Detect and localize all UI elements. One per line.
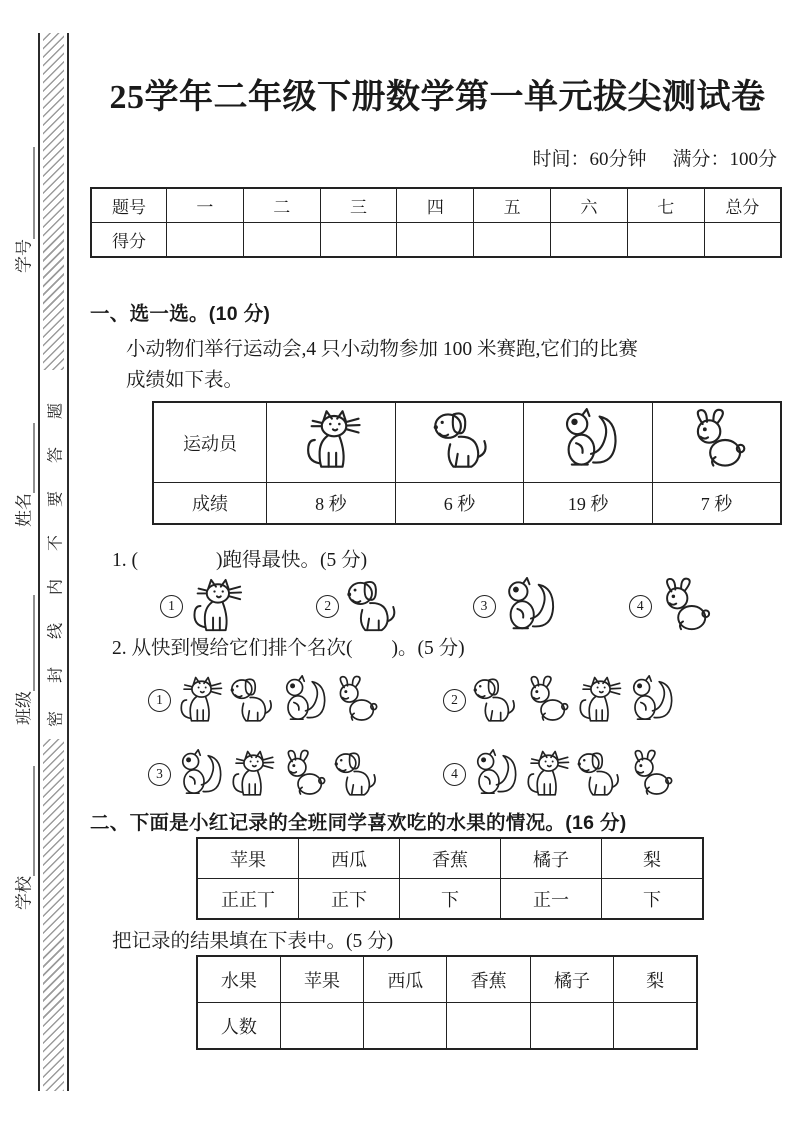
- rabbit-icon: [624, 749, 676, 799]
- athlete-row-label: 运动员: [153, 402, 267, 483]
- squirrel-icon: [498, 577, 558, 635]
- circled-number: 4: [443, 763, 466, 786]
- rabbit-icon: [277, 749, 329, 799]
- athlete-cell: [396, 408, 524, 472]
- athlete-cell: [267, 408, 395, 472]
- score-header-cell: 总分: [704, 188, 781, 223]
- circled-number: 3: [148, 763, 171, 786]
- score-header-cell: 一: [167, 188, 244, 223]
- fruit-tally-table: [196, 837, 704, 920]
- student-name-field: [10, 423, 35, 527]
- circled-number: 2: [443, 689, 466, 712]
- student-number-blank: [14, 147, 35, 239]
- score-header-cell: 四: [397, 188, 474, 223]
- points-row-label: 得分: [91, 223, 167, 258]
- race-time-cell: 19 秒: [524, 483, 653, 525]
- exam-full-score: 满分：100分: [672, 149, 777, 170]
- fruit-count-header-row: [197, 956, 697, 1003]
- race-results-table: [152, 401, 782, 525]
- exam-time: 时间：60分钟: [532, 149, 647, 170]
- class-blank: [14, 595, 35, 691]
- fruit-name-cell: 西瓜: [364, 956, 447, 1003]
- test-paper: [90, 76, 785, 1050]
- circled-number: 4: [629, 595, 652, 618]
- tally-cell: 正下: [299, 879, 400, 920]
- tally-cell: 下: [400, 879, 501, 920]
- score-table-points-row: [91, 223, 781, 258]
- points-blank-cell: [551, 223, 628, 258]
- fruit-name-cell: 香蕉: [400, 838, 501, 879]
- squirrel-icon: [624, 675, 676, 725]
- result-row: [153, 483, 781, 525]
- score-header-cell: 题号: [91, 188, 167, 223]
- squirrel-icon: [277, 675, 329, 725]
- seal-margin-strip: [38, 33, 69, 1091]
- cat-icon: [225, 749, 277, 799]
- tally-cell: 下: [602, 879, 704, 920]
- school-blank: [14, 766, 35, 876]
- section-one-intro: [90, 334, 785, 396]
- points-blank-cell: [397, 223, 474, 258]
- fruit-name-cell: 西瓜: [299, 838, 400, 879]
- question-2-options: [90, 667, 785, 807]
- cat-icon: [520, 749, 572, 799]
- score-table: [90, 187, 782, 258]
- result-row-label: 成绩: [153, 483, 267, 525]
- rabbit-icon: [653, 408, 780, 472]
- q2-option-2: [443, 667, 738, 733]
- score-table-header-row: [91, 188, 781, 223]
- student-name-blank: [14, 423, 35, 493]
- fruit-name-cell: 梨: [602, 838, 704, 879]
- student-number-field: [10, 147, 35, 273]
- circled-number: 1: [148, 689, 171, 712]
- circled-number: 2: [316, 595, 339, 618]
- rabbit-icon: [520, 675, 572, 725]
- dog-icon: [396, 408, 524, 472]
- student-number-label: 学号: [14, 239, 34, 273]
- cat-icon: [173, 675, 225, 725]
- section-two-subtask: 把记录的结果填在下表中。(5 分): [112, 931, 394, 952]
- rabbit-icon: [329, 675, 381, 725]
- class-label: 班级: [14, 691, 34, 725]
- page-title: 25学年二年级下册数学第一单元拔尖测试卷: [109, 79, 766, 116]
- points-blank-cell: [167, 223, 244, 258]
- seal-line-text: 密封线内不要答题: [47, 374, 64, 728]
- school-field: [10, 766, 35, 910]
- hatch-pattern-bottom: [43, 739, 64, 1091]
- count-blank-cell: [614, 1003, 697, 1050]
- q1-option-4: [629, 577, 785, 635]
- athlete-cell: [524, 408, 652, 472]
- fruit-name-cell: 橘子: [501, 838, 602, 879]
- dog-icon: [341, 577, 401, 635]
- hatch-pattern-top: [43, 33, 64, 370]
- q2-option-3: [148, 741, 443, 807]
- question-1-options: [90, 577, 785, 635]
- score-header-cell: 五: [474, 188, 551, 223]
- score-header-cell: 二: [243, 188, 320, 223]
- score-header-cell: 七: [627, 188, 704, 223]
- cat-icon: [572, 675, 624, 725]
- fruit-count-table: [196, 955, 698, 1050]
- intro-line: 小动物们举行运动会,4 只小动物参加 100 米赛跑,它们的比赛: [126, 339, 638, 360]
- school-label: 学校: [14, 876, 34, 910]
- student-name-label: 姓名: [14, 493, 34, 527]
- squirrel-icon: [524, 408, 652, 472]
- q2-option-4: [443, 741, 738, 807]
- race-time-cell: 7 秒: [652, 483, 781, 525]
- circled-number: 1: [160, 595, 183, 618]
- fruit-name-cell: 香蕉: [447, 956, 530, 1003]
- section-one-heading: 一、选一选。(10 分): [90, 303, 271, 325]
- score-header-cell: 三: [320, 188, 397, 223]
- fruit-name-cell: 橘子: [530, 956, 613, 1003]
- dog-icon: [468, 675, 520, 725]
- cat-icon: [185, 577, 245, 635]
- tally-cell: 正正丅: [197, 879, 299, 920]
- question-2-text: 2. 从快到慢给它们排个名次( )。(5 分): [112, 638, 465, 659]
- tally-marks-row: [197, 879, 703, 920]
- score-header-cell: 六: [551, 188, 628, 223]
- q2-option-1: [148, 667, 443, 733]
- points-blank-cell: [627, 223, 704, 258]
- count-blank-cell: [530, 1003, 613, 1050]
- corner-label-cell: 水果: [197, 956, 280, 1003]
- q1-option-3: [473, 577, 629, 635]
- squirrel-icon: [468, 749, 520, 799]
- fruit-name-cell: 苹果: [280, 956, 363, 1003]
- class-field: [10, 595, 35, 725]
- intro-line: 成绩如下表。: [126, 370, 244, 391]
- athlete-cell: [653, 408, 780, 472]
- exam-meta: [90, 144, 785, 171]
- fruit-name-cell: 梨: [614, 956, 697, 1003]
- count-blank-cell: [364, 1003, 447, 1050]
- count-blank-cell: [280, 1003, 363, 1050]
- points-blank-cell: [704, 223, 781, 258]
- squirrel-icon: [173, 749, 225, 799]
- count-blank-cell: [447, 1003, 530, 1050]
- fruit-count-row: [197, 1003, 697, 1050]
- points-blank-cell: [320, 223, 397, 258]
- q1-option-2: [316, 577, 472, 635]
- race-time-cell: 6 秒: [395, 483, 524, 525]
- dog-icon: [572, 749, 624, 799]
- question-1-text: 1. ( )跑得最快。(5 分): [112, 550, 368, 571]
- count-row-label: 人数: [197, 1003, 280, 1050]
- dog-icon: [225, 675, 277, 725]
- fruit-header-row: [197, 838, 703, 879]
- points-blank-cell: [243, 223, 320, 258]
- section-two-heading: 二、下面是小红记录的全班同学喜欢吃的水果的情况。(16 分): [90, 812, 627, 834]
- fruit-name-cell: 苹果: [197, 838, 299, 879]
- dog-icon: [329, 749, 381, 799]
- q1-option-1: [160, 577, 316, 635]
- tally-cell: 正一: [501, 879, 602, 920]
- rabbit-icon: [654, 577, 714, 635]
- points-blank-cell: [474, 223, 551, 258]
- circled-number: 3: [473, 595, 496, 618]
- cat-icon: [267, 408, 395, 472]
- athlete-row: [153, 402, 781, 483]
- race-time-cell: 8 秒: [267, 483, 396, 525]
